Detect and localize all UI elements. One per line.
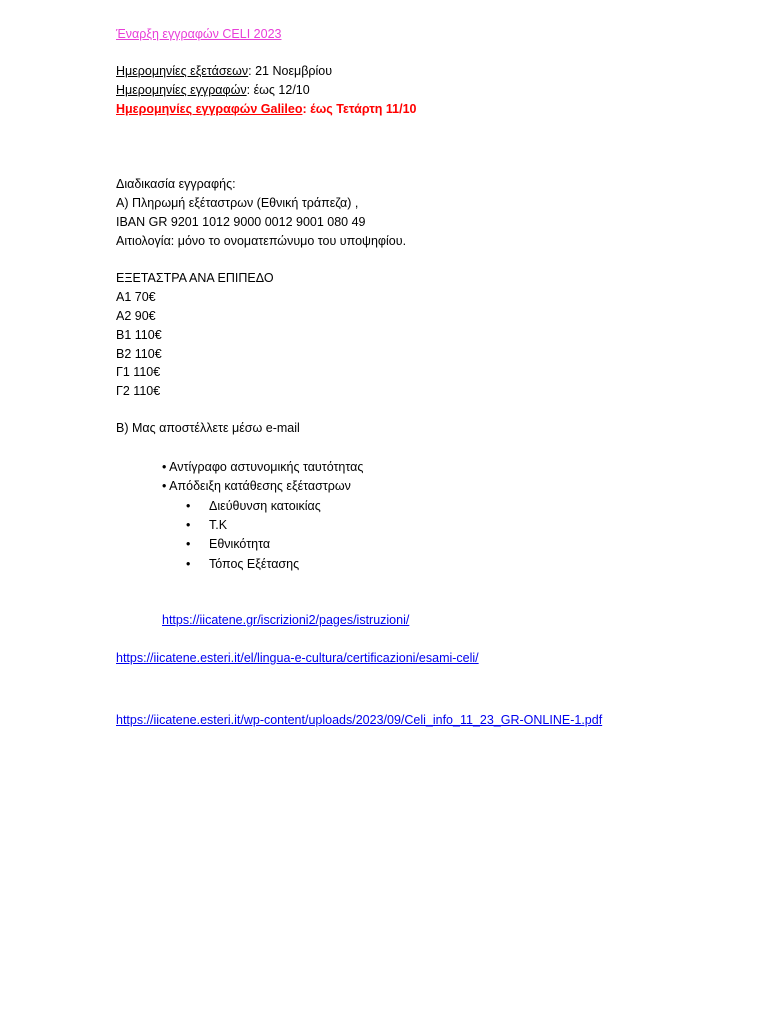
- sub-list-item-label: Τ.Κ: [209, 518, 228, 532]
- fee-level: Γ2 110€: [116, 384, 161, 398]
- sub-list-item: [186, 555, 299, 573]
- procedure-step-a: Α) Πληρωμή εξέταστρων (Εθνική τράπεζα) ,: [116, 196, 359, 210]
- exam-dates-line: [116, 62, 332, 80]
- exam-dates-label: Ημερομηνίες εξετάσεων: [116, 64, 249, 78]
- fees-heading: ΕΞΕΤΑΣΤΡΑ ΑΝΑ ΕΠΙΠΕΔΟ: [116, 271, 274, 285]
- registration-dates-label: Ημερομηνίες εγγραφών: [116, 83, 247, 97]
- sub-list-item: [186, 497, 321, 515]
- link-celi-info-pdf[interactable]: https://iicatene.esteri.it/wp-content/uploads/2023/09/Celi_info_11_23_GR-ONLINE-1.pdf: [116, 713, 603, 727]
- registration-dates-line: [116, 81, 310, 99]
- iban-text: IBAN GR 9201 1012 9000 0012 9001 080 49: [116, 215, 366, 229]
- procedure-heading: Διαδικασία εγγραφής:: [116, 177, 236, 191]
- galileo-dates-label: Ημερομηνίες εγγραφών Galileo: [116, 102, 303, 116]
- exam-dates-value: : 21 Νοεμβρίου: [248, 64, 333, 78]
- galileo-dates-line: [116, 100, 416, 118]
- fee-level: Β2 110€: [116, 347, 162, 361]
- bullet-icon: •: [186, 518, 191, 532]
- galileo-dates-value: : έως Τετάρτη 11/10: [302, 102, 417, 116]
- bullet-icon: •: [186, 557, 191, 571]
- list-item: • Αντίγραφο αστυνομικής ταυτότητας: [162, 460, 364, 474]
- bullet-icon: •: [186, 537, 191, 551]
- fee-level: Α1 70€: [116, 290, 156, 304]
- document-title: Έναρξη εγγραφών CELI 2023: [116, 27, 282, 41]
- sub-list-item: [186, 516, 227, 534]
- sub-list-item-label: Διεύθυνση κατοικίας: [209, 499, 321, 513]
- link-esami-celi[interactable]: https://iicatene.esteri.it/el/lingua-e-cultura/certificazioni/esami-celi/: [116, 651, 479, 665]
- sub-list-item-label: Τόπος Εξέτασης: [209, 557, 300, 571]
- payment-reason: Αιτιολογία: μόνο το ονοματεπώνυμο του υποψηφίου.: [116, 234, 407, 248]
- bullet-icon: •: [186, 499, 191, 513]
- list-item: • Απόδειξη κατάθεσης εξέταστρων: [162, 479, 351, 493]
- step-b-heading: Β) Μας αποστέλλετε μέσω e-mail: [116, 421, 300, 435]
- sub-list-item: [186, 535, 270, 553]
- registration-dates-value: : έως 12/10: [246, 83, 310, 97]
- link-iscrizioni[interactable]: https://iicatene.gr/iscrizioni2/pages/istruzioni/: [162, 613, 410, 627]
- sub-list-item-label: Εθνικότητα: [209, 537, 271, 551]
- fee-level: Γ1 110€: [116, 365, 161, 379]
- fee-level: Β1 110€: [116, 328, 162, 342]
- fee-level: Α2 90€: [116, 309, 156, 323]
